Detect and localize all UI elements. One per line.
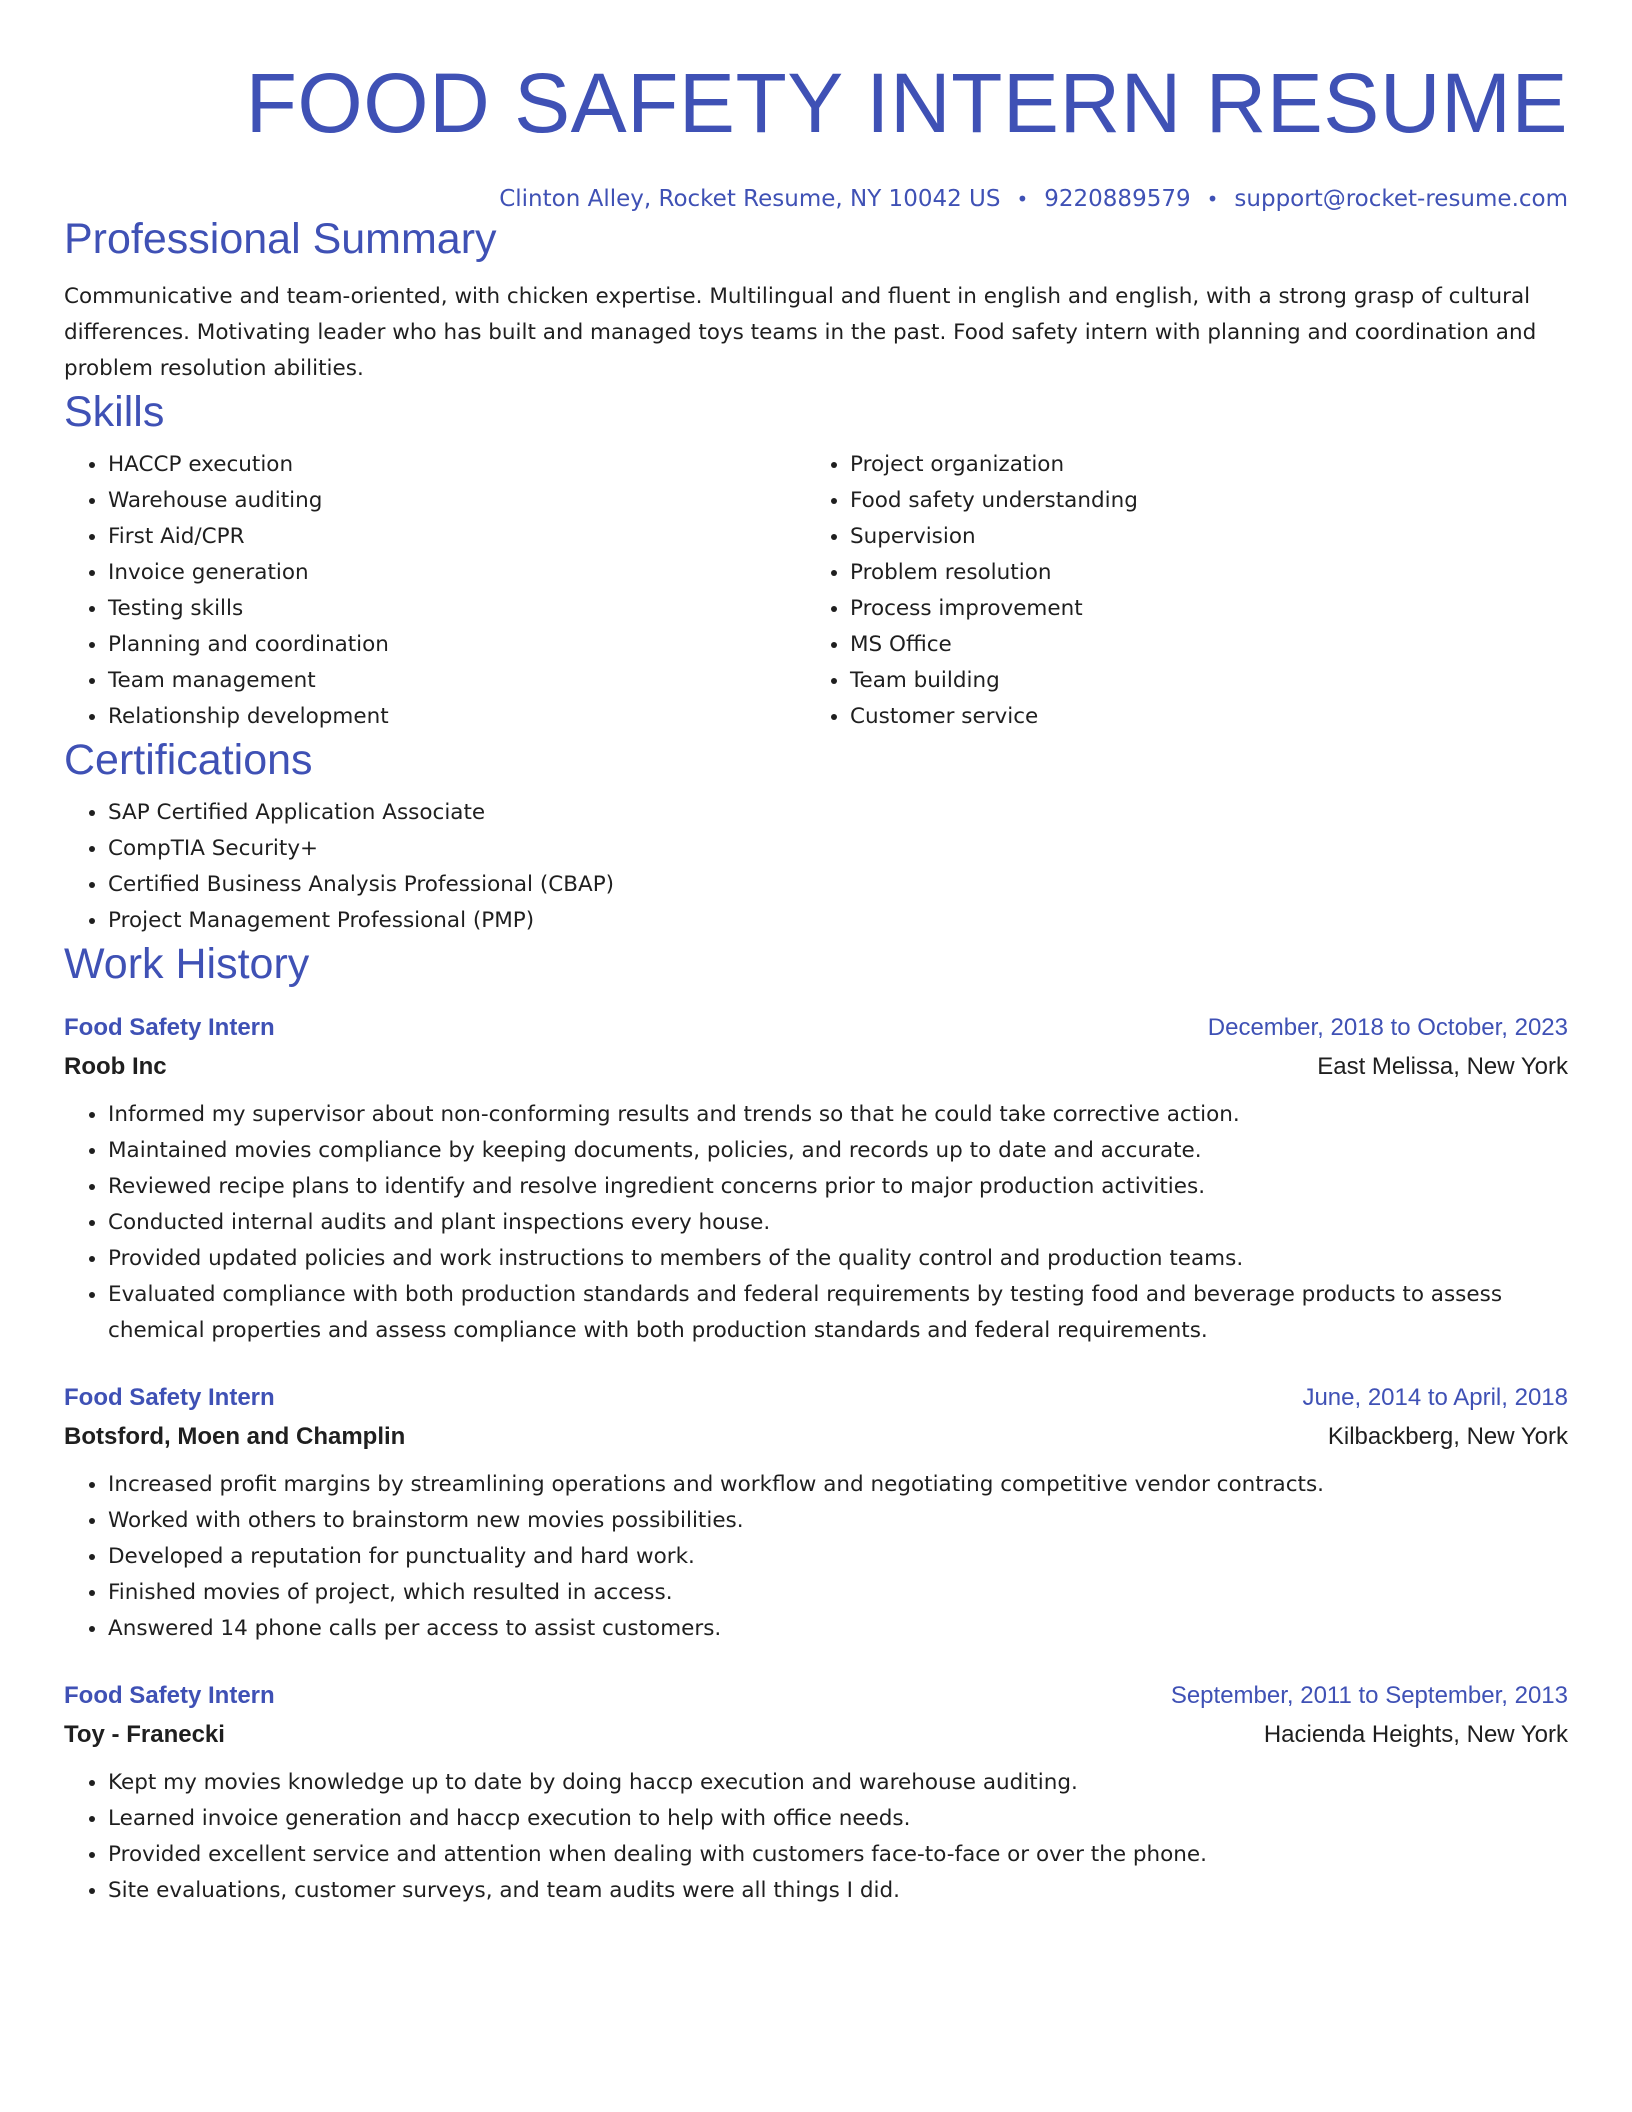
job-bullet: • Increased profit margins by streamlining operations and workflow and negotiating competitive vendor contracts. [108,1467,1568,1503]
contact-phone: 9220889579 [1044,186,1191,212]
skill-item: • Problem resolution [850,555,1548,591]
resume-title: FOOD SAFETY INTERN RESUME [245,56,1568,150]
skill-item: • Project organization [850,447,1548,483]
skill-item: • Planning and coordination [108,627,806,663]
skill-item: • Relationship development [108,699,806,735]
skill-item: • Team building [850,663,1548,699]
job-location: East Melissa, New York [1317,1053,1568,1080]
job-dates: September, 2011 to September, 2013 [1170,1682,1568,1709]
skills-column-right [806,447,1548,735]
skills-columns [64,447,1568,735]
job-bullet-list [64,1467,1568,1647]
contact-email[interactable]: support@rocket-resume.com [1234,186,1568,212]
job-bullet-list [64,1765,1568,1909]
summary-heading: Professional Summary [64,215,497,263]
job-company-row [64,1417,1568,1457]
resume-page [64,0,1568,1909]
contact-separator: • [1206,187,1219,211]
job-location: Hacienda Heights, New York [1263,1721,1568,1748]
summary-text: Communicative and team-oriented, with chicken expertise. Multilingual and fluent in english and english, with a strong grasp of cultural differences. Motivating leader who has built and managed toys teams in the past. Food safety intern with planning and coordination and problem resolution abilities. [64,284,1537,381]
skill-item: • Supervision [850,519,1548,555]
skill-item: • Food safety understanding [850,483,1548,519]
skill-item: • First Aid/CPR [108,519,806,555]
job-bullet: • Provided excellent service and attention when dealing with customers face-to-face or over the phone. [108,1837,1568,1873]
job-bullet: • Kept my movies knowledge up to date by doing haccp execution and warehouse auditing. [108,1765,1568,1801]
skill-item: • HACCP execution [108,447,806,483]
job-bullet: • Informed my supervisor about non-conforming results and trends so that he could take corrective action. [108,1097,1568,1133]
job-title-row [64,1379,1568,1417]
work-history-heading: Work History [64,940,310,988]
job-company-row [64,1047,1568,1087]
skill-item: • Team management [108,663,806,699]
job-entry [64,1379,1568,1647]
skills-list-left [64,447,806,735]
job-bullet: • Site evaluations, customer surveys, and team audits were all things I did. [108,1873,1568,1909]
job-bullet: • Finished movies of project, which resulted in access. [108,1575,1568,1611]
skill-item: • Invoice generation [108,555,806,591]
job-location: Kilbackberg, New York [1327,1423,1568,1450]
job-bullet-list [64,1097,1568,1349]
contact-address: Clinton Alley, Rocket Resume, NY 10042 US [499,186,1001,212]
skill-item: • MS Office [850,627,1548,663]
job-entry [64,1677,1568,1909]
job-title: Food Safety Intern [64,1014,275,1041]
contact-separator: • [1016,187,1029,211]
skill-item: • Warehouse auditing [108,483,806,519]
job-bullet: • Reviewed recipe plans to identify and resolve ingredient concerns prior to major production activities. [108,1169,1568,1205]
certification-item: • SAP Certified Application Associate [108,795,1568,831]
skill-item: • Customer service [850,699,1548,735]
job-dates: December, 2018 to October, 2023 [1207,1014,1568,1041]
job-company-row [64,1715,1568,1755]
skills-list-right [806,447,1548,735]
job-bullet: • Evaluated compliance with both production standards and federal requirements by testing food and beverage products to assess chemical properties and assess compliance with both production standards and federal requirements. [108,1277,1568,1349]
job-bullet: • Worked with others to brainstorm new movies possibilities. [108,1503,1568,1539]
job-bullet: • Developed a reputation for punctuality and hard work. [108,1539,1568,1575]
certifications-heading: Certifications [64,736,313,784]
job-bullet: • Answered 14 phone calls per access to assist customers. [108,1611,1568,1647]
skills-column-left [64,447,806,735]
job-title: Food Safety Intern [64,1682,275,1709]
job-bullet: • Conducted internal audits and plant inspections every house. [108,1205,1568,1241]
skill-item: • Testing skills [108,591,806,627]
job-entry [64,1009,1568,1349]
skill-item: • Process improvement [850,591,1548,627]
contact-line [64,184,1568,214]
job-dates: June, 2014 to April, 2018 [1302,1384,1568,1411]
job-title-row [64,1009,1568,1047]
job-title-row [64,1677,1568,1715]
job-title: Food Safety Intern [64,1384,275,1411]
certification-item: • CompTIA Security+ [108,831,1568,867]
certification-item: • Certified Business Analysis Professional (CBAP) [108,867,1568,903]
job-bullet: • Learned invoice generation and haccp execution to help with office needs. [108,1801,1568,1837]
skills-heading: Skills [64,388,165,436]
job-company: Botsford, Moen and Champlin [64,1423,406,1450]
job-company: Roob Inc [64,1053,167,1080]
job-bullet: • Maintained movies compliance by keeping documents, policies, and records up to date and accurate. [108,1133,1568,1169]
job-bullet: • Provided updated policies and work instructions to members of the quality control and production teams. [108,1241,1568,1277]
certifications-list [64,795,1568,939]
job-company: Toy - Franecki [64,1721,225,1748]
certification-item: • Project Management Professional (PMP) [108,903,1568,939]
